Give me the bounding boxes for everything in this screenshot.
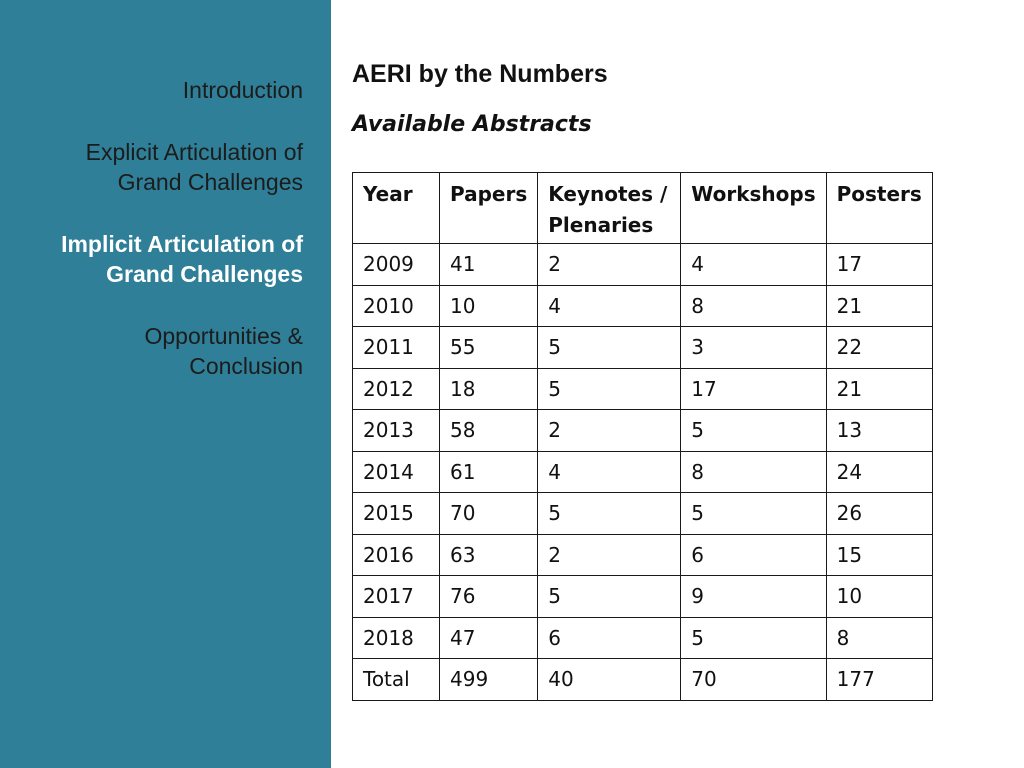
table-row (353, 493, 933, 535)
table-cell: 5 (681, 493, 826, 535)
table-cell: 4 (538, 285, 681, 327)
column-header-posters: Posters (826, 173, 932, 244)
table-cell: 10 (440, 285, 538, 327)
column-header-year: Year (353, 173, 440, 244)
table-cell: 2 (538, 244, 681, 286)
table-cell: 2018 (353, 617, 440, 659)
table-cell: 15 (826, 534, 932, 576)
table-cell: 61 (440, 451, 538, 493)
table-cell: 17 (826, 244, 932, 286)
table-cell: 21 (826, 368, 932, 410)
table-cell: 26 (826, 493, 932, 535)
sidebar-nav (0, 0, 331, 768)
table-cell: 40 (538, 659, 681, 701)
table-cell: 22 (826, 327, 932, 369)
table-cell: 8 (681, 285, 826, 327)
table-cell: 8 (681, 451, 826, 493)
table-row (353, 368, 933, 410)
table-cell: Total (353, 659, 440, 701)
table-cell: 2013 (353, 410, 440, 452)
table-cell: 5 (538, 576, 681, 618)
slide-title: AERI by the Numbers (352, 60, 608, 88)
table-cell: 2 (538, 534, 681, 576)
table-cell: 63 (440, 534, 538, 576)
nav-item-introduction[interactable] (183, 75, 303, 105)
table-row (353, 617, 933, 659)
table-cell: 2017 (353, 576, 440, 618)
table-cell: 2015 (353, 493, 440, 535)
table-header-row (353, 173, 933, 244)
table-cell: 5 (681, 617, 826, 659)
table-cell: 4 (681, 244, 826, 286)
abstracts-table (352, 172, 933, 701)
table-cell: 177 (826, 659, 932, 701)
nav-item-label: Opportunities & Conclusion (144, 323, 303, 379)
table-cell: 5 (681, 410, 826, 452)
table-cell: 41 (440, 244, 538, 286)
table-cell: 24 (826, 451, 932, 493)
nav-item-implicit-articulation[interactable] (61, 229, 303, 289)
table-cell: 8 (826, 617, 932, 659)
nav-item-opportunities-conclusion[interactable] (144, 321, 303, 381)
table-cell: 58 (440, 410, 538, 452)
nav-item-explicit-articulation[interactable] (86, 137, 303, 197)
table-cell: 3 (681, 327, 826, 369)
table-cell: 47 (440, 617, 538, 659)
table-cell: 5 (538, 327, 681, 369)
table-cell: 4 (538, 451, 681, 493)
table-cell: 55 (440, 327, 538, 369)
table-row (353, 244, 933, 286)
table-cell: 10 (826, 576, 932, 618)
table-cell: 13 (826, 410, 932, 452)
table-row (353, 285, 933, 327)
table-row (353, 576, 933, 618)
nav-item-label: Explicit Articulation of Grand Challenges (85, 139, 303, 195)
table-cell: 6 (681, 534, 826, 576)
table-cell: 76 (440, 576, 538, 618)
table-row (353, 410, 933, 452)
table-row (353, 534, 933, 576)
column-header-keynotes: Keynotes / Plenaries (538, 173, 681, 244)
table-cell: 2014 (353, 451, 440, 493)
table-row (353, 327, 933, 369)
table-cell: 21 (826, 285, 932, 327)
table-cell: 70 (440, 493, 538, 535)
nav-item-label: Implicit Articulation of Grand Challenges (61, 231, 303, 287)
table-cell: 2012 (353, 368, 440, 410)
table-cell: 2011 (353, 327, 440, 369)
table-cell: 499 (440, 659, 538, 701)
table-cell: 5 (538, 493, 681, 535)
table-cell: 2016 (353, 534, 440, 576)
table-cell: 9 (681, 576, 826, 618)
table-cell: 18 (440, 368, 538, 410)
slide-subtitle: Available Abstracts (352, 112, 592, 137)
table-cell: 2 (538, 410, 681, 452)
table-body (353, 244, 933, 701)
column-header-workshops: Workshops (681, 173, 826, 244)
table-cell: 2010 (353, 285, 440, 327)
table-row (353, 659, 933, 701)
column-header-papers: Papers (440, 173, 538, 244)
table-cell: 6 (538, 617, 681, 659)
table-row (353, 451, 933, 493)
table-cell: 5 (538, 368, 681, 410)
nav-item-label: Introduction (182, 77, 303, 103)
table-cell: 17 (681, 368, 826, 410)
table-cell: 2009 (353, 244, 440, 286)
table-cell: 70 (681, 659, 826, 701)
